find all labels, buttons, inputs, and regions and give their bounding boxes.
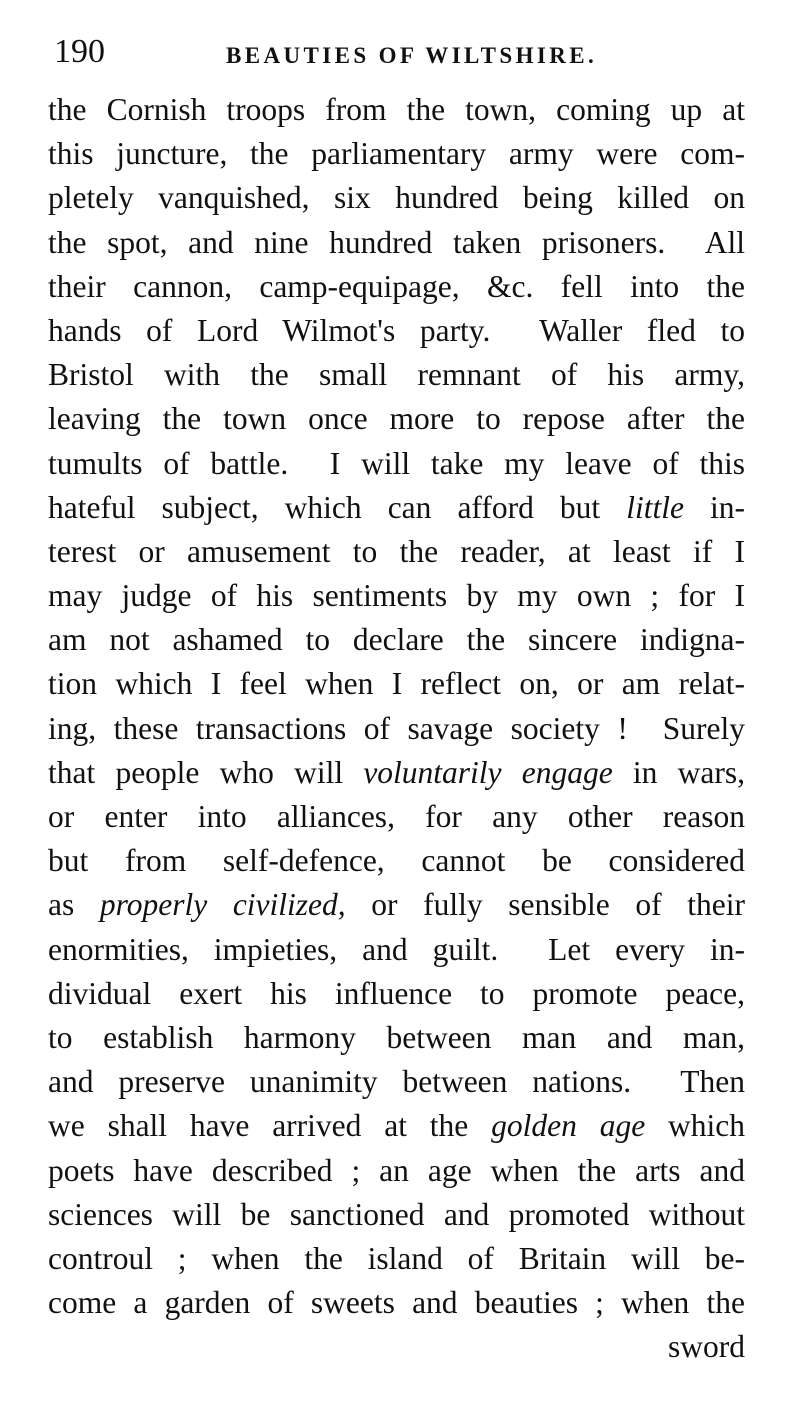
text-line [48,1237,745,1281]
text-segment: may judge of his sentiments by my own ; for I [48,578,745,614]
text-segment: to establish harmony between man and man, [48,1019,745,1055]
text-segment: as [48,887,100,923]
italic-text: golden age [491,1108,646,1144]
italic-text: properly civilized, [99,887,346,923]
text-line [48,442,745,486]
text-line [48,1325,745,1369]
text-line [48,1149,745,1193]
text-segment: tion which I feel when I reflect on, or am relat- [48,666,745,702]
text-line [48,176,745,220]
text-segment: am not ashamed to declare the sincere indigna- [48,622,745,658]
text-segment: we shall have arrived at the [48,1108,492,1144]
text-segment: enormities, impieties, and guilt. Let every in- [48,931,745,967]
italic-text: voluntarily engage [363,754,613,790]
text-line [48,309,745,353]
text-segment: ing, these transactions of savage society ! Surely [48,710,745,746]
text-line [48,1281,745,1325]
text-line [48,397,745,441]
text-line [48,972,745,1016]
text-segment: tumults of battle. I will take my leave of this [48,445,745,481]
text-line [48,574,745,618]
text-line [48,795,745,839]
text-segment: their cannon, camp-equipage, &c. fell into the [48,268,745,304]
page-header [44,26,756,82]
text-segment: dividual exert his influence to promote peace, [48,975,745,1011]
text-segment: this juncture, the parliamentary army were com- [48,136,745,172]
text-segment: which [645,1108,745,1144]
text-line [48,1060,745,1104]
text-segment: the spot, and nine hundred taken prisoners. All [48,224,745,260]
text-line [48,662,745,706]
text-line [48,1104,745,1148]
text-line [48,530,745,574]
text-segment: terest or amusement to the reader, at least if I [48,533,745,569]
text-segment: that people who will [48,754,364,790]
text-segment: in wars, [612,754,745,790]
text-line [48,88,745,132]
text-line [48,265,745,309]
text-segment: controul ; when the island of Britain will be- [48,1240,745,1276]
text-segment: Bristol with the small remnant of his army, [48,357,745,393]
text-segment: hands of Lord Wilmot's party. Waller fled to [48,312,745,348]
text-segment: the Cornish troops from the town, coming up at [48,92,745,127]
text-segment: and preserve unanimity between nations. Then [48,1064,745,1100]
text-segment: sword [668,1329,745,1365]
text-line [48,928,745,972]
text-line [48,353,745,397]
text-line [48,486,745,530]
italic-text: little [626,489,684,525]
text-line [48,883,745,927]
text-line [48,1193,745,1237]
text-segment: hateful subject, which can afford but [48,489,627,525]
text-line [48,132,745,176]
text-line [48,1016,745,1060]
text-segment: or enter into alliances, for any other reason [48,799,745,834]
text-segment: poets have described ; an age when the arts and [48,1152,745,1188]
text-segment: come a garden of sweets and beauties ; when the [48,1285,745,1321]
text-line [48,751,745,795]
text-segment: or fully sensible of their [345,887,745,923]
running-title: BEAUTIES OF WILTSHIRE. [226,43,598,68]
text-line [48,618,745,662]
text-segment: leaving the town once more to repose after the [48,401,745,437]
body-text [48,88,745,1369]
text-segment: sciences will be sanctioned and promoted without [48,1196,745,1232]
page-number: 190 [54,33,105,70]
text-line [48,221,745,265]
text-segment: but from self-defence, cannot be considered [48,843,745,879]
text-segment: pletely vanquished, six hundred being killed on [48,180,745,216]
text-segment: in- [683,489,745,525]
text-line [48,707,745,751]
text-line [48,839,745,883]
